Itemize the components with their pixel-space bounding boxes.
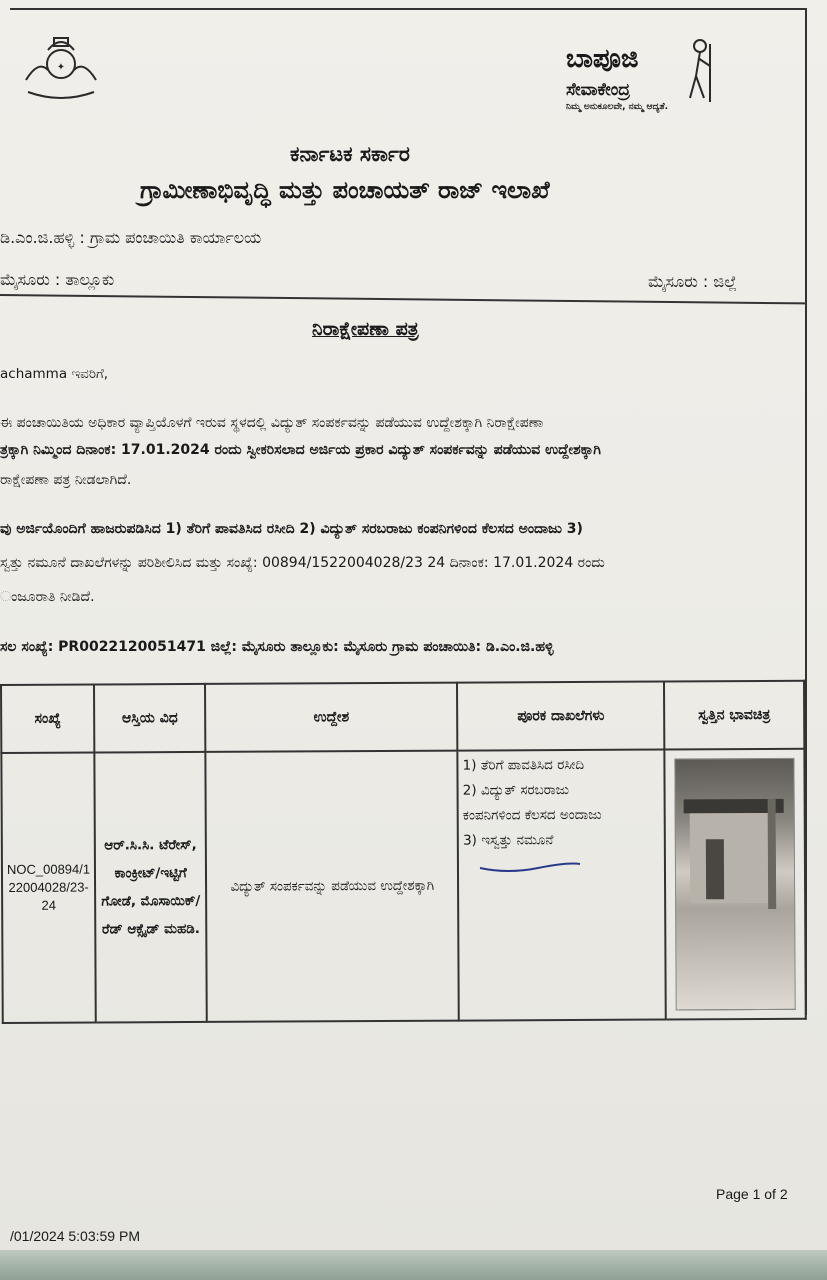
document-item: ಕಂಪನಿಗಳಿಂದ ಕೆಲಸದ ಅಂದಾಜು bbox=[462, 806, 602, 824]
office-line: ಡಿ.ಎಂ.ಜಿ.ಹಳ್ಳಿ : ಗ್ರಾಮ ಪಂಚಾಯಿತಿ ಕಾರ್ಯಾಲಯ bbox=[0, 228, 262, 247]
document-item: 3) ಇಸ್ವತ್ತು ನಮೂನೆ bbox=[463, 832, 554, 849]
photo-cell bbox=[665, 749, 806, 1020]
property-photo bbox=[674, 758, 795, 1011]
department-title: ಗ್ರಾಮೀಣಾಭಿವೃದ್ಧಿ ಮತ್ತು ಪಂಚಾಯತ್ ರಾಜ್ ಇಲಾಖೆ bbox=[140, 176, 550, 204]
logo-line2: ಸೇವಾಕೇಂದ್ರ bbox=[566, 80, 631, 100]
document-item: 2) ವಿದ್ಯುತ್ ಸರಬರಾಜು bbox=[462, 782, 570, 799]
col-header-purpose: ಉದ್ದೇಶ bbox=[205, 683, 457, 752]
col-header-documents: ಪೂರಕ ದಾಖಲೆಗಳು bbox=[457, 682, 664, 751]
logo-line1: ಬಾಪೂಜಿ bbox=[566, 44, 639, 74]
paragraph2-line1: ವು ಅರ್ಜಿಯೊಂದಿಗೆ ಹಾಜರುಪಡಿಸಿದ 1) ತೆರಿಗೆ ಪಾವತಿಸಿದ ರಸೀದಿ 2) ವಿದ್ಯುತ್ ಸರಬರಾಜು ಕಂಪನಿಗಳಿಂದ ಕೆಲಸದ ಅಂದಾಜು 3) bbox=[0, 521, 583, 537]
background-surface bbox=[0, 1250, 827, 1280]
page-number: Page 1 of 2 bbox=[716, 1186, 788, 1202]
paragraph2-line2: ಸ್ವತ್ತು ನಮೂನೆ ದಾಖಲೆಗಳನ್ನು ಪರಿಶೀಲಿಸಿದ ಮತ್ತು ಸಂಖ್ಯೆ: 00894/1522004028/23 24 ದಿನಾಂಕ: 17.01.2024 ರಂದು bbox=[0, 555, 605, 571]
karnataka-emblem-icon bbox=[18, 30, 104, 106]
table-row bbox=[1, 749, 805, 1023]
purpose-cell: ವಿದ್ಯುತ್ ಸಂಪರ್ಕವನ್ನು ಪಡೆಯುವ ಉದ್ದೇಶಕ್ಕಾಗಿ bbox=[206, 751, 459, 1022]
table-header-row bbox=[1, 681, 804, 753]
col-header-property-type: ಆಸ್ತಿಯ ವಿಧ bbox=[94, 684, 205, 753]
taluk-line: ಮೈಸೂರು : ತಾಲ್ಲೂಕು bbox=[0, 270, 115, 289]
paragraph1-line3: ರಾಕ್ಷೇಪಣಾ ಪತ್ರ ನೀಡಲಾಗಿದೆ. bbox=[0, 472, 132, 488]
noc-details-table bbox=[0, 680, 807, 1024]
paragraph1-line2: ತ್ರಕ್ಕಾಗಿ ನಿಮ್ಮಿಂದ ದಿನಾಂಕ: 17.01.2024 ರಂದು ಸ್ವೀಕರಿಸಲಾದ ಅರ್ಜಿಯ ಪ್ರಕಾರ ವಿದ್ಯುತ್ ಸಂಪರ್ಕವನ್ನು ಪಡೆಯುವ ಉದ್ದೇಶಕ್ಕಾಗಿ bbox=[0, 442, 601, 458]
paragraph2-line3: ಂಜೂರಾತಿ ನೀಡಿದೆ. bbox=[0, 589, 95, 605]
district-line: ಮೈಸೂರು : ಜಿಲ್ಲೆ bbox=[648, 272, 738, 291]
logo-tagline: ನಿಮ್ಮ ಅನುಕೂಲವೇ, ನಮ್ಮ ಆದ್ಯತೆ. bbox=[566, 102, 669, 112]
government-title: ಕರ್ನಾಟಕ ಸರ್ಕಾರ bbox=[290, 142, 410, 166]
property-type-cell: ಆರ್.ಸಿ.ಸಿ. ಟೆರೇಸ್, ಕಾಂಕ್ರೀಟ್/ಇಟ್ಟಿಗೆ ಗೋಡೆ, ಮೊಸಾಯಿಕ್/ರೆಡ್ ಆಕ್ಸೈಡ್ ಮಹಡಿ. bbox=[94, 752, 207, 1023]
noc-number-cell: NOC_00894/1 22004028/23- 24 bbox=[1, 753, 96, 1023]
print-timestamp: /01/2024 5:03:59 PM bbox=[10, 1228, 140, 1244]
paragraph1-line1: ಈ ಪಂಚಾಯಿತಿಯ ಅಧಿಕಾರ ವ್ಯಾಪ್ತಿಯೊಳಗೆ ಇರುವ ಸ್ಥಳದಲ್ಲಿ ವಿದ್ಯುತ್ ಸಂಪರ್ಕವನ್ನು ಪಡೆಯುವ ಉದ್ದೇಶಕ್ಕಾಗಿ ನಿರಾಕ್ಷೇಪಣಾ bbox=[0, 415, 544, 431]
property-details-line: ಸಲ ಸಂಖ್ಯೆ: PR0022120051471 ಜಿಲ್ಲೆ: ಮೈಸೂರು ತಾಲ್ಲೂಕು: ಮೈಸೂರು ಗ್ರಾಮ ಪಂಚಾಯಿತಿ: ಡಿ.ಎಂ.ಜಿ.ಹಳ್ಳಿ bbox=[0, 639, 554, 655]
pen-underline-mark bbox=[478, 860, 582, 874]
noc-title: ನಿರಾಕ್ಷೇಪಣಾ ಪತ್ರ bbox=[312, 318, 419, 340]
gandhi-figure-icon bbox=[674, 36, 724, 106]
documents-cell bbox=[458, 750, 666, 1021]
salutation: achamma ಇವರಿಗೆ, bbox=[0, 366, 109, 382]
document-item: 1) ತೆರಿಗೆ ಪಾವತಿಸಿದ ರಸೀದಿ bbox=[462, 756, 585, 774]
svg-text:✦: ✦ bbox=[56, 62, 66, 73]
col-header-number: ಸಂಖ್ಯೆ bbox=[1, 685, 94, 753]
bapuji-seva-kendra-logo bbox=[562, 36, 722, 116]
col-header-photo: ಸ್ವತ್ತಿನ ಭಾವಚಿತ್ರ bbox=[664, 681, 804, 750]
